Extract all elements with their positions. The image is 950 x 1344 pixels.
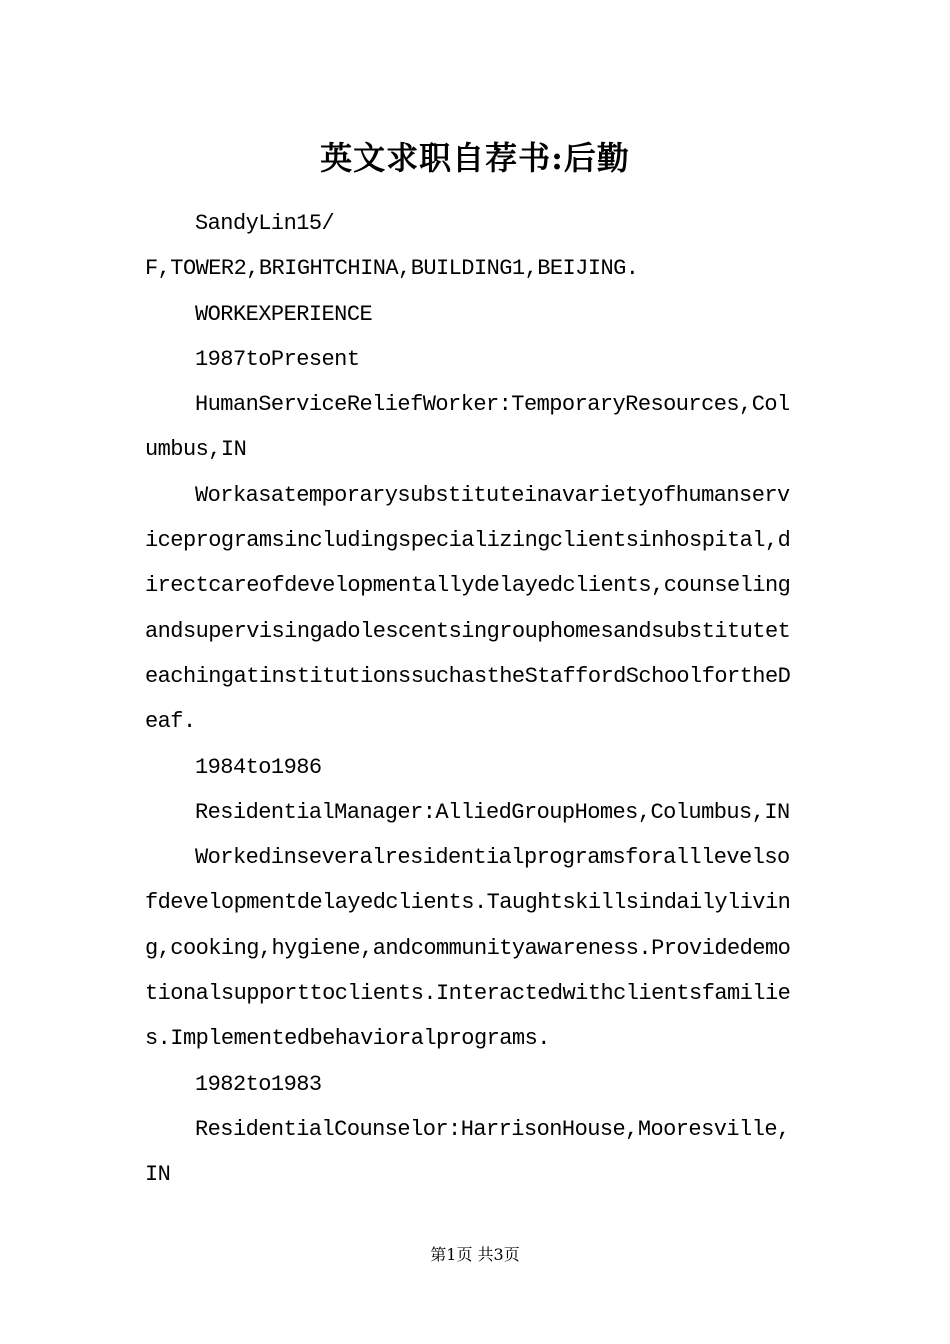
document-title: 英文求职自荐书:后勤 <box>320 139 630 177</box>
job-title-2: ResidentialManager:AlliedGroupHomes,Columbus,IN <box>195 799 790 825</box>
job-period-1: 1987toPresent <box>195 346 360 372</box>
job-title-3: ResidentialCounselor:HarrisonHouse,Mooresville,IN <box>145 1116 790 1188</box>
page-footer: 第1页 共3页 <box>430 1245 520 1264</box>
section-heading-work-experience: WORKEXPERIENCE <box>195 301 373 327</box>
job-description-1: Workasatemporarysubstituteinavarietyofhumanserviceprogramsincludingspecializingclientsinhospital,directcareofdevelopmentallydelayedclients,counselingandsupervisingadolescentsingrouphomesandsubstituteteachingatinstitutionssuchastheStaffordSchoolfortheDeaf. <box>145 482 791 735</box>
address-line-2: F,TOWER2,BRIGHTCHINA,BUILDING1,BEIJING. <box>145 256 639 282</box>
document-body <box>145 201 797 1198</box>
job-description-2: Workedinseveralresidentialprogramsforalllevelsofdevelopmentdelayedclients.Taughtskillsindailyliving,cooking,hygiene,andcommunityawareness.Providedemotionalsupporttoclients.Interactedwithclientsfamilies.Implementedbehavioralprograms. <box>145 845 791 1052</box>
address-line-1: SandyLin15/ <box>195 211 335 236</box>
job-period-2: 1984to1986 <box>195 754 322 780</box>
job-title-1: HumanServiceReliefWorker:TemporaryResources,Columbus,IN <box>145 392 790 463</box>
job-period-3: 1982to1983 <box>195 1071 322 1097</box>
